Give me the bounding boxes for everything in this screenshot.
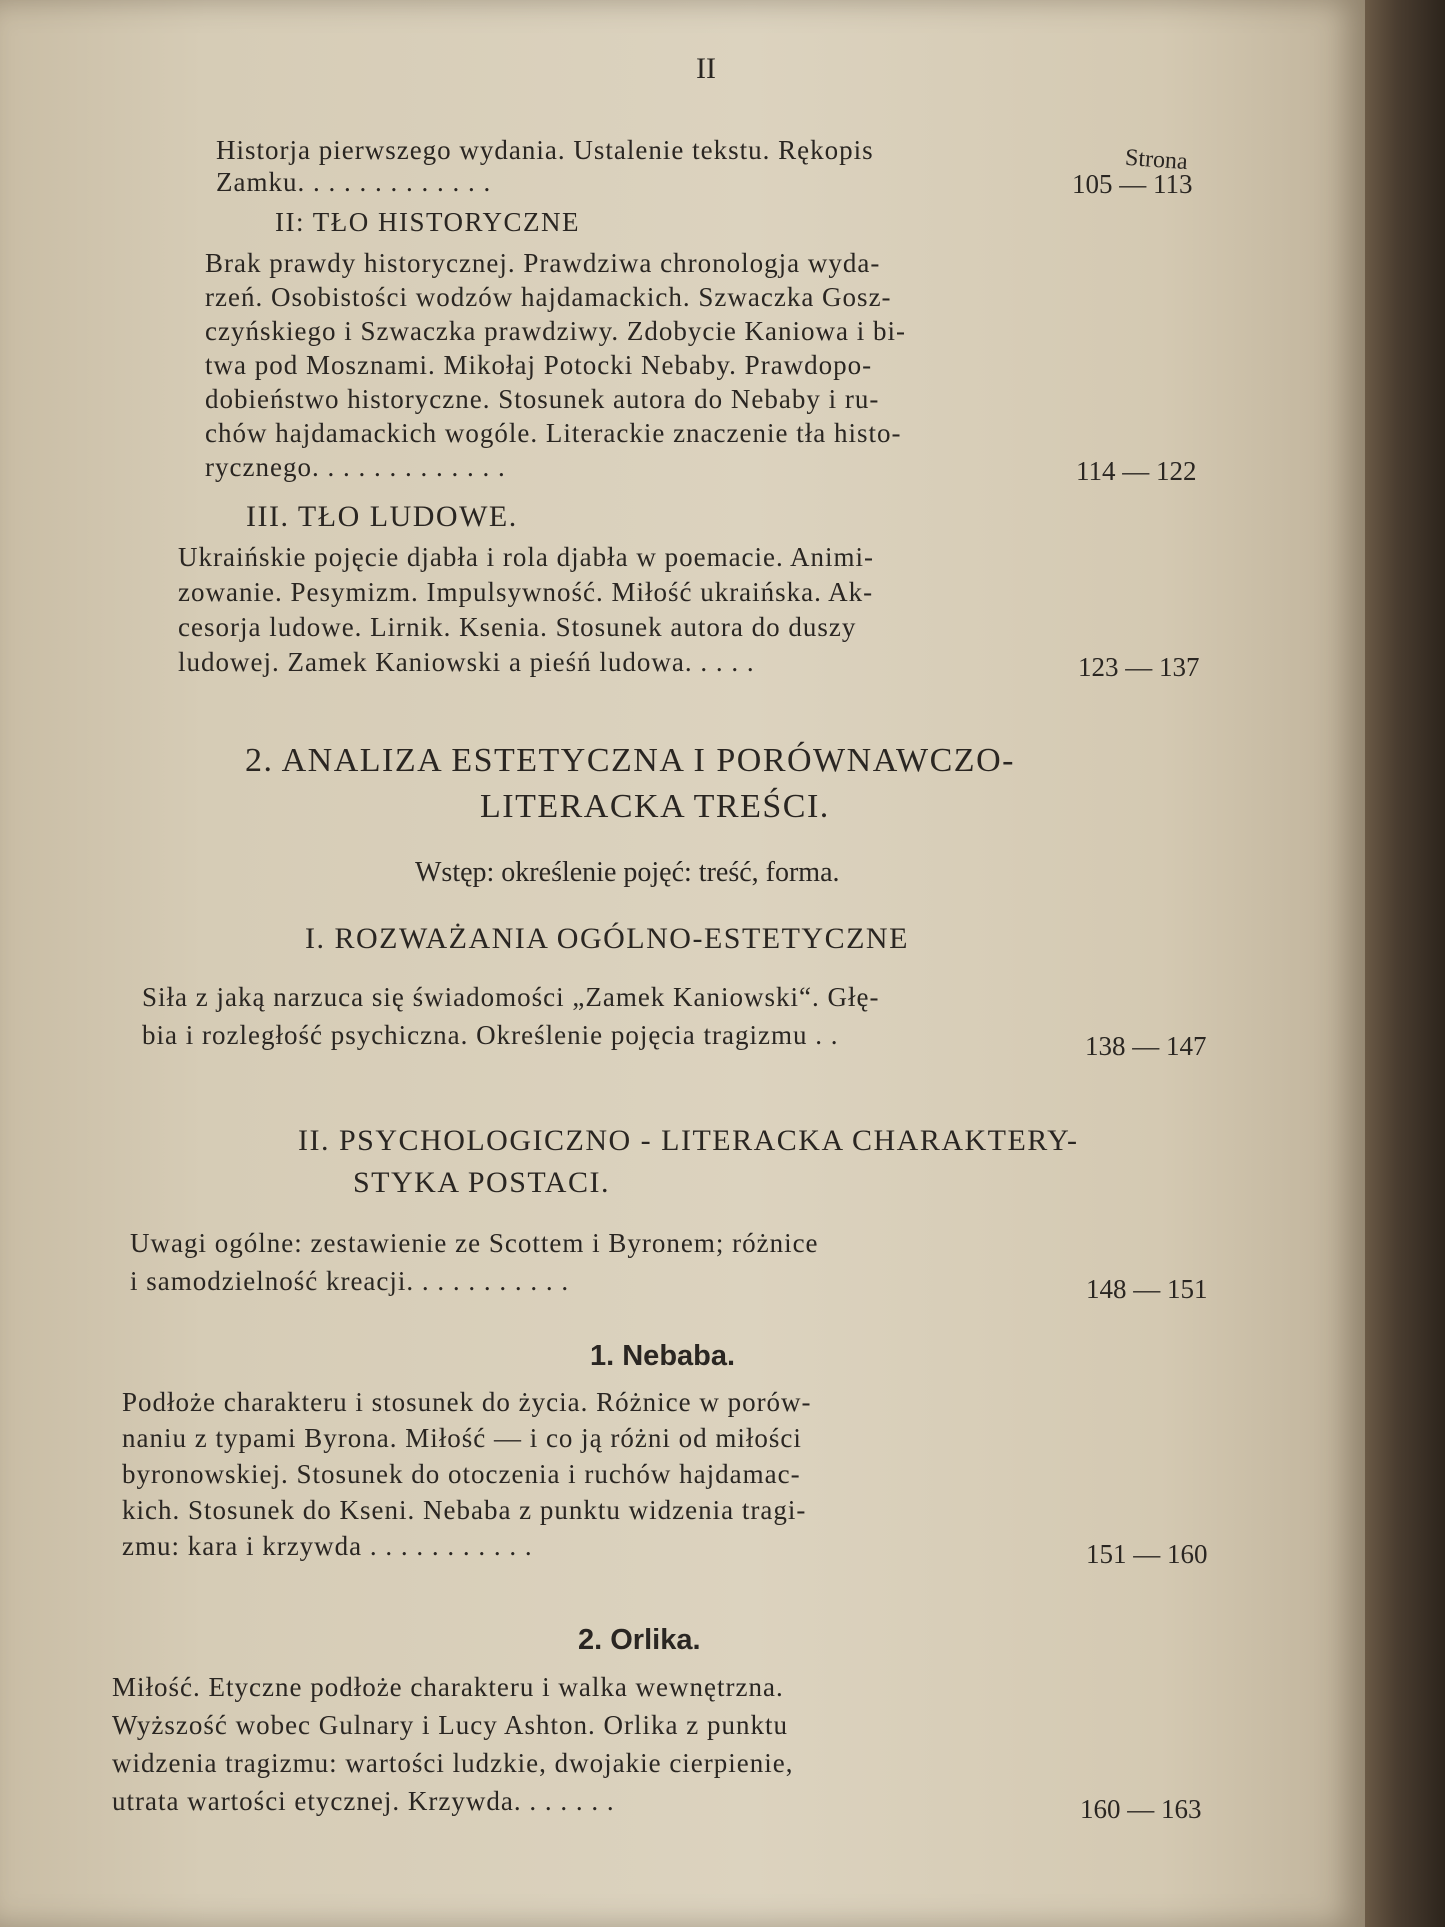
entry-text-line: rzeń. Osobistości wodzów hajdamackich. Szwaczka Gosz- bbox=[205, 282, 892, 312]
entry-text-line: chów hajdamackich wogóle. Literackie znaczenie tła histo- bbox=[205, 418, 902, 448]
entry-text-line: twa pod Mosznami. Mikołaj Potocki Nebaby. Prawdopo- bbox=[205, 350, 873, 380]
entry-text-line: dobieństwo historyczne. Stosunek autora do Nebaby i ru- bbox=[205, 384, 880, 414]
section-intro: Wstęp: określenie pojęć: treść, forma. bbox=[415, 857, 840, 888]
entry-text-line: Podłoże charakteru i stosunek do życia. Różnice w porów- bbox=[122, 1387, 812, 1417]
part-heading-characters-line1: II. PSYCHOLOGICZNO - LITERACKA CHARAKTERY- bbox=[298, 1124, 1079, 1157]
entry-text-line: Brak prawdy historycznej. Prawdziwa chronologja wyda- bbox=[205, 248, 881, 278]
page-range: 148 — 151 bbox=[1086, 1274, 1208, 1304]
entry-text-line: czyńskiego i Szwaczka prawdziwy. Zdobycie Kaniowa i bi- bbox=[205, 316, 907, 346]
entry-text-line: bia i rozległość psychiczna. Określenie pojęcia tragizmu . . bbox=[142, 1020, 839, 1050]
page-range: 114 — 122 bbox=[1076, 456, 1197, 486]
page-range: 151 — 160 bbox=[1086, 1539, 1208, 1569]
entry-text-line: widzenia tragizmu: wartości ludzkie, dwojakie cierpienie, bbox=[112, 1748, 794, 1778]
page-range: 160 — 163 bbox=[1080, 1794, 1202, 1824]
part-heading-aesthetic: I. ROZWAŻANIA OGÓLNO-ESTETYCZNE bbox=[305, 922, 909, 955]
entry-text-line: cesorja ludowe. Lirnik. Ksenia. Stosunek autora do duszy bbox=[178, 612, 857, 642]
entry-text-line: byronowskiej. Stosunek do otoczenia i ruchów hajdamac- bbox=[122, 1459, 801, 1489]
book-spine-edge bbox=[1365, 0, 1445, 1927]
entry-text-line: utrata wartości etycznej. Krzywda. . . . . . . bbox=[112, 1786, 615, 1816]
entry-text-line: Ukraińskie pojęcie djabła i rola djabła w poemacie. Animi- bbox=[178, 542, 875, 572]
entry-text-line: zowanie. Pesymizm. Impulsywność. Miłość ukraińska. Ak- bbox=[178, 577, 874, 607]
page-number: II bbox=[696, 52, 716, 85]
entry-text-line: Siła z jaką narzuca się świadomości „Zamek Kaniowski“. Głę- bbox=[142, 982, 880, 1012]
page-range: 123 — 137 bbox=[1078, 652, 1200, 682]
character-heading-nebaba: 1. Nebaba. bbox=[590, 1340, 736, 1372]
entry-text-line: ludowej. Zamek Kaniowski a pieśń ludowa. . . . . bbox=[178, 647, 755, 677]
entry-text-line: kich. Stosunek do Kseni. Nebaba z punktu widzenia tragi- bbox=[122, 1495, 807, 1525]
entry-text-line: Wyższość wobec Gulnary i Lucy Ashton. Orlika z punktu bbox=[112, 1710, 788, 1740]
page-range: 138 — 147 bbox=[1085, 1031, 1207, 1061]
section-heading-line2: LITERACKA TREŚCI. bbox=[480, 788, 830, 825]
entry-text-line: Historja pierwszego wydania. Ustalenie tekstu. Rękopis bbox=[216, 135, 874, 165]
subsection-heading-folk: III. TŁO LUDOWE. bbox=[246, 500, 518, 533]
section-heading-line1: 2. ANALIZA ESTETYCZNA I PORÓWNAWCZO- bbox=[245, 742, 1015, 779]
strona-label: Strona bbox=[1124, 144, 1189, 176]
subsection-heading-historical: II: TŁO HISTORYCZNE bbox=[275, 207, 580, 237]
entry-text-line: Uwagi ogólne: zestawienie ze Scottem i Byronem; różnice bbox=[130, 1228, 819, 1258]
page-range: 105 — 113 bbox=[1072, 169, 1193, 199]
entry-text-line: rycznego. . . . . . . . . . . . . bbox=[205, 452, 506, 482]
character-heading-orlika: 2. Orlika. bbox=[578, 1624, 701, 1656]
entry-text-line: Zamku. . . . . . . . . . . . . bbox=[216, 167, 492, 197]
entry-text-line: Miłość. Etyczne podłoże charakteru i walka wewnętrzna. bbox=[112, 1672, 784, 1702]
entry-text-line: i samodzielność kreacji. . . . . . . . . . . bbox=[130, 1266, 570, 1296]
part-heading-characters-line2: STYKA POSTACI. bbox=[353, 1166, 610, 1199]
entry-text-line: zmu: kara i krzywda . . . . . . . . . . . bbox=[122, 1531, 533, 1561]
entry-text-line: naniu z typami Byrona. Miłość — i co ją różni od miłości bbox=[122, 1423, 802, 1453]
